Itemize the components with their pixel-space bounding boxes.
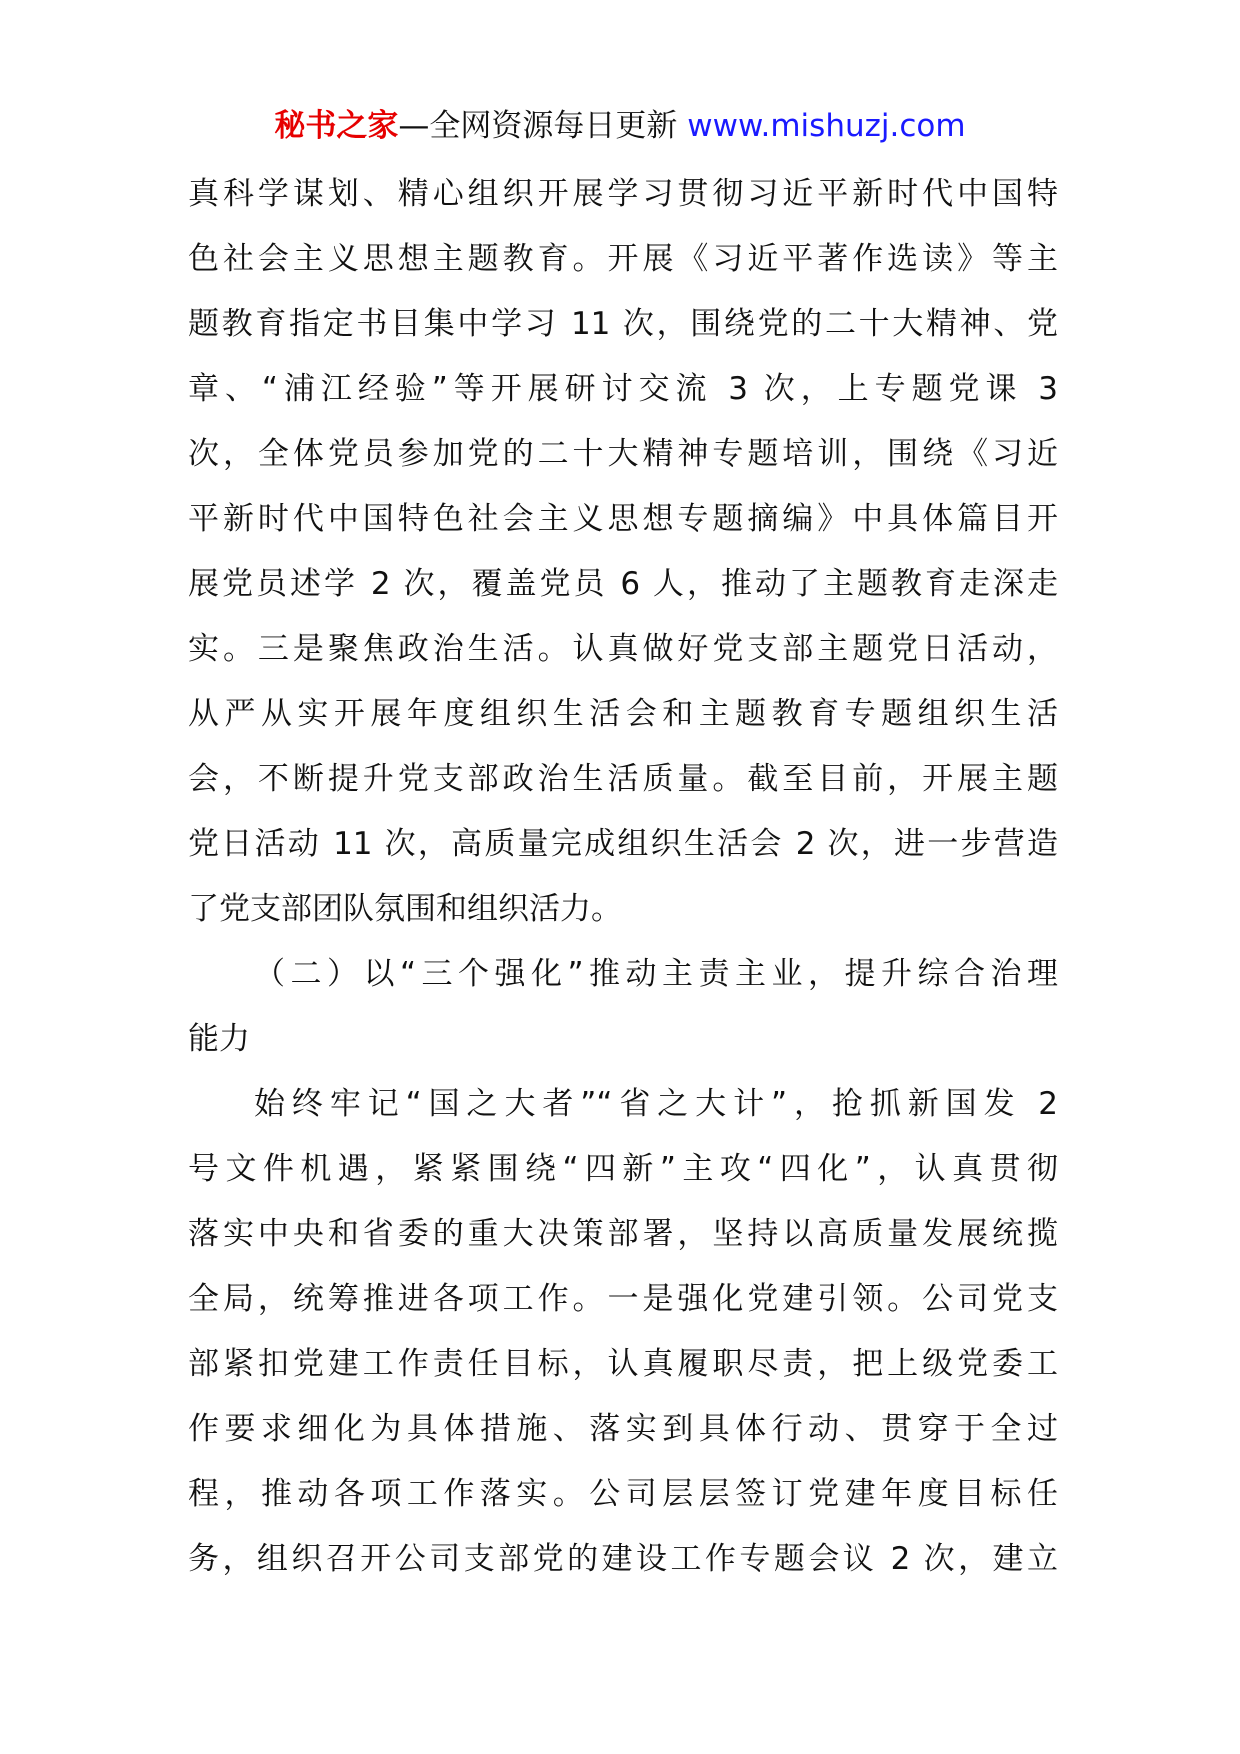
- text-line: 党日活动 11 次，高质量完成组织生活会 2 次，进一步营造: [188, 826, 1058, 862]
- text-line: 落实中央和省委的重大决策部署，坚持以高质量发展统揽: [188, 1216, 1058, 1252]
- document-body: [188, 162, 1058, 1592]
- text-line: 色社会主义思想主题教育。开展《习近平著作选读》等主: [188, 241, 1058, 277]
- header-tagline: —全网资源每日更新: [398, 108, 688, 144]
- site-url-link[interactable]: www.mishuzj.com: [687, 108, 966, 144]
- text-line: 务，组织召开公司支部党的建设工作专题会议 2 次，建立: [188, 1541, 1058, 1577]
- text-line: 程，推动各项工作落实。公司层层签订党建年度目标任: [188, 1476, 1058, 1512]
- section-heading: （二）以“三个强化”推动主责主业，提升综合治理: [254, 956, 1058, 992]
- text-line: 全局，统筹推进各项工作。一是强化党建引领。公司党支: [188, 1281, 1058, 1317]
- text-line: 展党员述学 2 次，覆盖党员 6 人，推动了主题教育走深走: [188, 566, 1058, 602]
- text-line: 始终牢记“国之大者”“省之大计”，抢抓新国发 2: [254, 1086, 1058, 1122]
- text-line: 实。三是聚焦政治生活。认真做好党支部主题党日活动，: [188, 631, 1058, 667]
- text-line: 从严从实开展年度组织生活会和主题教育专题组织生活: [188, 696, 1058, 732]
- text-line: 了党支部团队氛围和组织活力。: [188, 891, 622, 927]
- text-line: 次，全体党员参加党的二十大精神专题培训，围绕《习近: [188, 436, 1058, 472]
- text-line: 章、“浦江经验”等开展研讨交流 3 次，上专题党课 3: [188, 371, 1058, 407]
- text-line: 题教育指定书目集中学习 11 次，围绕党的二十大精神、党: [188, 306, 1058, 342]
- brand-name: 秘书之家: [274, 108, 399, 144]
- text-line: 号文件机遇，紧紧围绕“四新”主攻“四化”，认真贯彻: [188, 1151, 1058, 1187]
- text-line: 作要求细化为具体措施、落实到具体行动、贯穿于全过: [188, 1411, 1058, 1447]
- text-line: 真科学谋划、精心组织开展学习贯彻习近平新时代中国特: [188, 176, 1058, 212]
- text-line: 平新时代中国特色社会主义思想专题摘编》中具体篇目开: [188, 501, 1058, 537]
- text-line: 部紧扣党建工作责任目标，认真履职尽责，把上级党委工: [188, 1346, 1058, 1382]
- site-header: [0, 104, 1240, 148]
- section-heading-continued: 能力: [188, 1021, 250, 1057]
- text-line: 会，不断提升党支部政治生活质量。截至目前，开展主题: [188, 761, 1058, 797]
